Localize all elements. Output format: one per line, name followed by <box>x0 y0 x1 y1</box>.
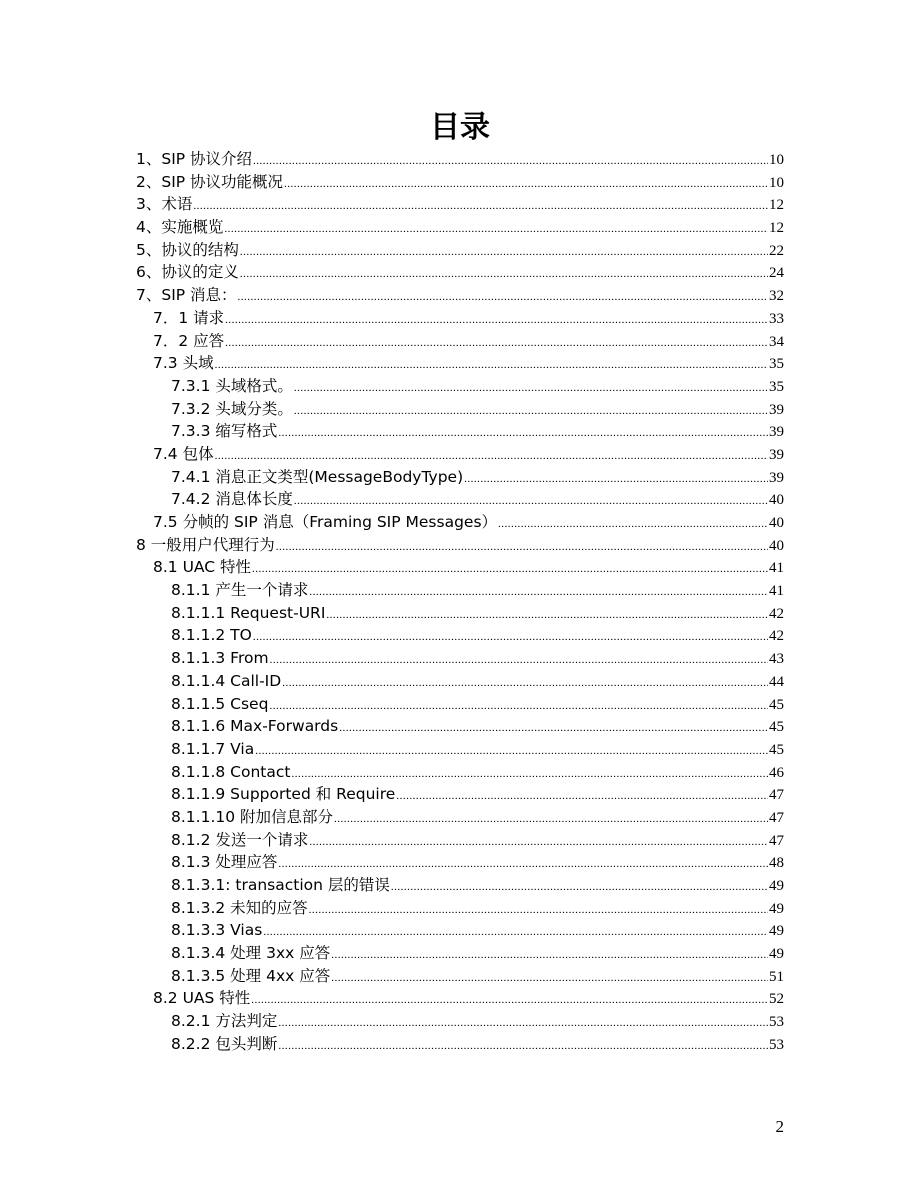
toc-dot-leader <box>225 332 768 355</box>
toc-dot-leader <box>255 740 768 763</box>
toc-entry[interactable] <box>136 693 784 716</box>
toc-dot-leader <box>282 672 768 695</box>
toc-dot-leader <box>263 921 768 944</box>
toc-entry[interactable] <box>136 239 784 262</box>
toc-entry[interactable] <box>136 193 784 216</box>
toc-dot-leader <box>498 513 768 536</box>
toc-entry[interactable] <box>136 851 784 874</box>
toc-entry-label: 8 一般用户代理行为 <box>136 535 275 554</box>
toc-dot-leader <box>251 989 768 1012</box>
toc-entry-label: 8.1.3.3 Vias <box>171 921 263 940</box>
toc-entry-label: 8.1.3 处理应答 <box>171 853 278 872</box>
toc-entry-label: 4、实施概览 <box>136 218 224 237</box>
toc-entry-page: 49 <box>769 946 784 963</box>
toc-entry-page: 39 <box>769 469 784 486</box>
toc-entry-label: 7.4 包体 <box>153 444 214 463</box>
toc-entry-page: 46 <box>769 764 784 781</box>
toc-entry-label: 7.3.3 缩写格式 <box>171 422 278 441</box>
toc-entry[interactable] <box>136 624 784 647</box>
toc-entry-label: 7.5 分帧的 SIP 消息（Framing SIP Messages） <box>153 513 498 531</box>
toc-dot-leader <box>294 377 768 400</box>
toc-entry-label: 8.1.3.4 处理 3xx 应答 <box>171 944 331 963</box>
toc-entry-page: 32 <box>769 288 784 305</box>
toc-entry-page: 49 <box>769 878 784 894</box>
toc-entry[interactable] <box>136 1033 784 1056</box>
toc-entry-page: 49 <box>769 923 784 940</box>
toc-entry[interactable] <box>136 511 784 534</box>
toc-entry-page: 40 <box>769 492 784 509</box>
toc-entry-page: 40 <box>769 537 784 554</box>
toc-entry[interactable] <box>136 466 784 489</box>
toc-entry-label: 7.3.1 头域格式。 <box>171 376 293 395</box>
toc-dot-leader <box>278 1012 768 1035</box>
toc-entry[interactable] <box>136 148 784 171</box>
toc-entry-page: 12 <box>769 197 784 214</box>
toc-entry[interactable] <box>136 987 784 1010</box>
toc-entry-label: 8.1.1.8 Contact <box>171 762 291 781</box>
toc-dot-leader <box>270 649 768 672</box>
toc-dot-leader <box>309 899 768 922</box>
toc-entry-page: 22 <box>769 242 784 259</box>
toc-dot-leader <box>240 241 768 264</box>
toc-entry[interactable] <box>136 829 784 852</box>
toc-entry-label: 8.1.1 产生一个请求 <box>171 581 309 600</box>
toc-entry-label: 8.1.1.1 Request-URI <box>171 603 326 622</box>
toc-entry-label: 3、术语 <box>136 195 193 214</box>
toc-entry-label: 8.2.2 包头判断 <box>171 1034 278 1053</box>
toc-dot-leader <box>278 853 768 876</box>
toc-dot-leader <box>309 581 768 604</box>
toc-entry-page: 42 <box>769 628 784 645</box>
toc-entry-label: 8.1.2 发送一个请求 <box>171 830 309 849</box>
toc-dot-leader <box>252 558 768 581</box>
toc-entry-label: 8.1.1.7 Via <box>171 739 255 758</box>
toc-dot-leader <box>193 195 768 218</box>
page-number: 2 <box>775 1117 784 1136</box>
toc-entry-page: 44 <box>769 673 784 690</box>
toc-dot-leader <box>269 695 768 718</box>
toc-entry-label: 5、协议的结构 <box>136 240 239 259</box>
toc-entry-label: 8.1.1.4 Call-ID <box>171 671 282 690</box>
toc-entry[interactable] <box>136 897 784 920</box>
toc-entry[interactable] <box>136 965 784 988</box>
toc-entry[interactable] <box>136 761 784 784</box>
toc-entry[interactable] <box>136 783 784 806</box>
toc-dot-leader <box>224 218 768 241</box>
toc-entry-page: 41 <box>769 583 784 600</box>
toc-entry-page: 48 <box>769 855 784 872</box>
toc-entry-page: 42 <box>769 605 784 622</box>
toc-entry-page: 24 <box>769 265 784 282</box>
toc-entry-label: 8.1.3.5 处理 4xx 应答 <box>171 966 331 985</box>
toc-dot-leader <box>291 763 768 786</box>
toc-entry-page: 40 <box>769 515 784 531</box>
toc-entry-label: 8.1.1.3 From <box>171 649 269 668</box>
toc-dot-leader <box>215 445 768 468</box>
toc-entry-page: 47 <box>769 787 784 804</box>
toc-entry[interactable] <box>136 261 784 284</box>
toc-entry[interactable] <box>136 171 784 194</box>
toc-entry[interactable] <box>136 874 784 897</box>
toc-entry-label: 8.1.3.1: transaction 层的错误 <box>171 876 390 894</box>
toc-entry-page: 51 <box>769 968 784 985</box>
toc-entry-page: 45 <box>769 696 784 713</box>
toc-entry-page: 53 <box>769 1036 784 1053</box>
toc-dot-leader <box>331 967 768 990</box>
table-of-contents <box>136 148 784 1056</box>
toc-dot-leader <box>294 490 768 513</box>
toc-entry-page: 10 <box>769 174 784 191</box>
toc-entry-page: 45 <box>769 741 784 758</box>
toc-entry-page: 39 <box>769 446 784 463</box>
toc-dot-leader <box>391 876 768 899</box>
toc-entry[interactable] <box>136 1010 784 1033</box>
toc-dot-leader <box>276 536 768 559</box>
toc-entry-page: 10 <box>769 152 784 168</box>
toc-dot-leader <box>225 309 768 332</box>
toc-dot-leader <box>278 1035 768 1058</box>
toc-entry-label: 2、SIP 协议功能概况 <box>136 172 284 191</box>
toc-entry[interactable] <box>136 534 784 557</box>
toc-entry-label: 8.1.1.6 Max-Forwards <box>171 717 339 736</box>
toc-entry-label: 8.1.1.2 TO <box>171 626 252 645</box>
toc-entry[interactable] <box>136 806 784 829</box>
toc-entry-page: 12 <box>769 220 784 237</box>
toc-entry[interactable] <box>136 307 784 330</box>
toc-entry[interactable] <box>136 398 784 421</box>
toc-entry[interactable] <box>136 375 784 398</box>
toc-entry[interactable] <box>136 647 784 670</box>
toc-dot-leader <box>215 354 768 377</box>
toc-dot-leader <box>278 422 768 445</box>
toc-entry-page: 49 <box>769 900 784 917</box>
toc-entry[interactable] <box>136 579 784 602</box>
toc-entry-page: 35 <box>769 378 784 395</box>
toc-dot-leader <box>240 263 768 286</box>
toc-entry-page: 52 <box>769 991 784 1008</box>
toc-entry-page: 33 <box>769 310 784 327</box>
toc-dot-leader <box>284 173 768 196</box>
toc-entry[interactable] <box>136 330 784 353</box>
toc-entry-page: 43 <box>769 651 784 668</box>
toc-entry[interactable] <box>136 602 784 625</box>
toc-entry-page: 41 <box>769 560 784 577</box>
toc-dot-leader <box>253 150 768 173</box>
toc-entry-page: 53 <box>769 1014 784 1031</box>
toc-entry[interactable] <box>136 556 784 579</box>
toc-dot-leader <box>294 400 768 423</box>
toc-dot-leader <box>309 831 768 854</box>
toc-entry-page: 47 <box>769 809 784 826</box>
toc-entry-label: 8.1.1.9 Supported 和 Require <box>171 785 396 804</box>
toc-entry[interactable] <box>136 216 784 239</box>
toc-entry-label: 7．2 应答 <box>153 331 225 350</box>
toc-entry-label: 8.1.3.2 未知的应答 <box>171 898 308 917</box>
toc-entry-page: 45 <box>769 719 784 736</box>
toc-entry-label: 8.1 UAC 特性 <box>153 558 252 577</box>
toc-dot-leader <box>396 785 768 808</box>
toc-entry[interactable] <box>136 670 784 693</box>
toc-dot-leader <box>331 944 768 967</box>
toc-dot-leader <box>464 468 768 491</box>
toc-dot-leader <box>253 626 768 649</box>
toc-entry-label: 7.3 头域 <box>153 354 214 373</box>
toc-entry-page: 39 <box>769 424 784 441</box>
toc-entry[interactable] <box>136 352 784 375</box>
toc-dot-leader <box>334 808 768 831</box>
toc-dot-leader <box>238 286 768 309</box>
toc-entry-label: 7．1 请求 <box>153 308 225 327</box>
toc-entry-label: 8.2 UAS 特性 <box>153 989 251 1008</box>
toc-entry[interactable] <box>136 715 784 738</box>
toc-entry-page: 35 <box>769 356 784 373</box>
toc-entry[interactable] <box>136 919 784 942</box>
toc-entry-label: 7.3.2 头域分类。 <box>171 399 293 418</box>
toc-dot-leader <box>326 604 768 627</box>
toc-entry[interactable] <box>136 284 784 307</box>
toc-entry[interactable] <box>136 738 784 761</box>
toc-entry-label: 8.1.1.10 附加信息部分 <box>171 807 334 826</box>
toc-dot-leader <box>339 717 768 740</box>
toc-entry-page: 47 <box>769 832 784 849</box>
toc-entry[interactable] <box>136 942 784 965</box>
toc-entry[interactable] <box>136 443 784 466</box>
toc-entry-label: 7.4.1 消息正文类型(MessageBodyType) <box>171 467 464 486</box>
toc-entry-label: 8.1.1.5 Cseq <box>171 694 269 713</box>
toc-entry[interactable] <box>136 420 784 443</box>
toc-entry-label: 7、SIP 消息： <box>136 286 237 305</box>
page-title: 目录 <box>430 110 490 145</box>
toc-entry-label: 6、协议的定义 <box>136 263 239 282</box>
toc-entry-page: 39 <box>769 401 784 418</box>
toc-entry-label: 7.4.2 消息体长度 <box>171 490 293 509</box>
toc-entry-label: 1、SIP 协议介绍 <box>136 150 253 168</box>
toc-entry-label: 8.2.1 方法判定 <box>171 1012 278 1031</box>
toc-entry[interactable] <box>136 488 784 511</box>
toc-entry-page: 34 <box>769 333 784 350</box>
